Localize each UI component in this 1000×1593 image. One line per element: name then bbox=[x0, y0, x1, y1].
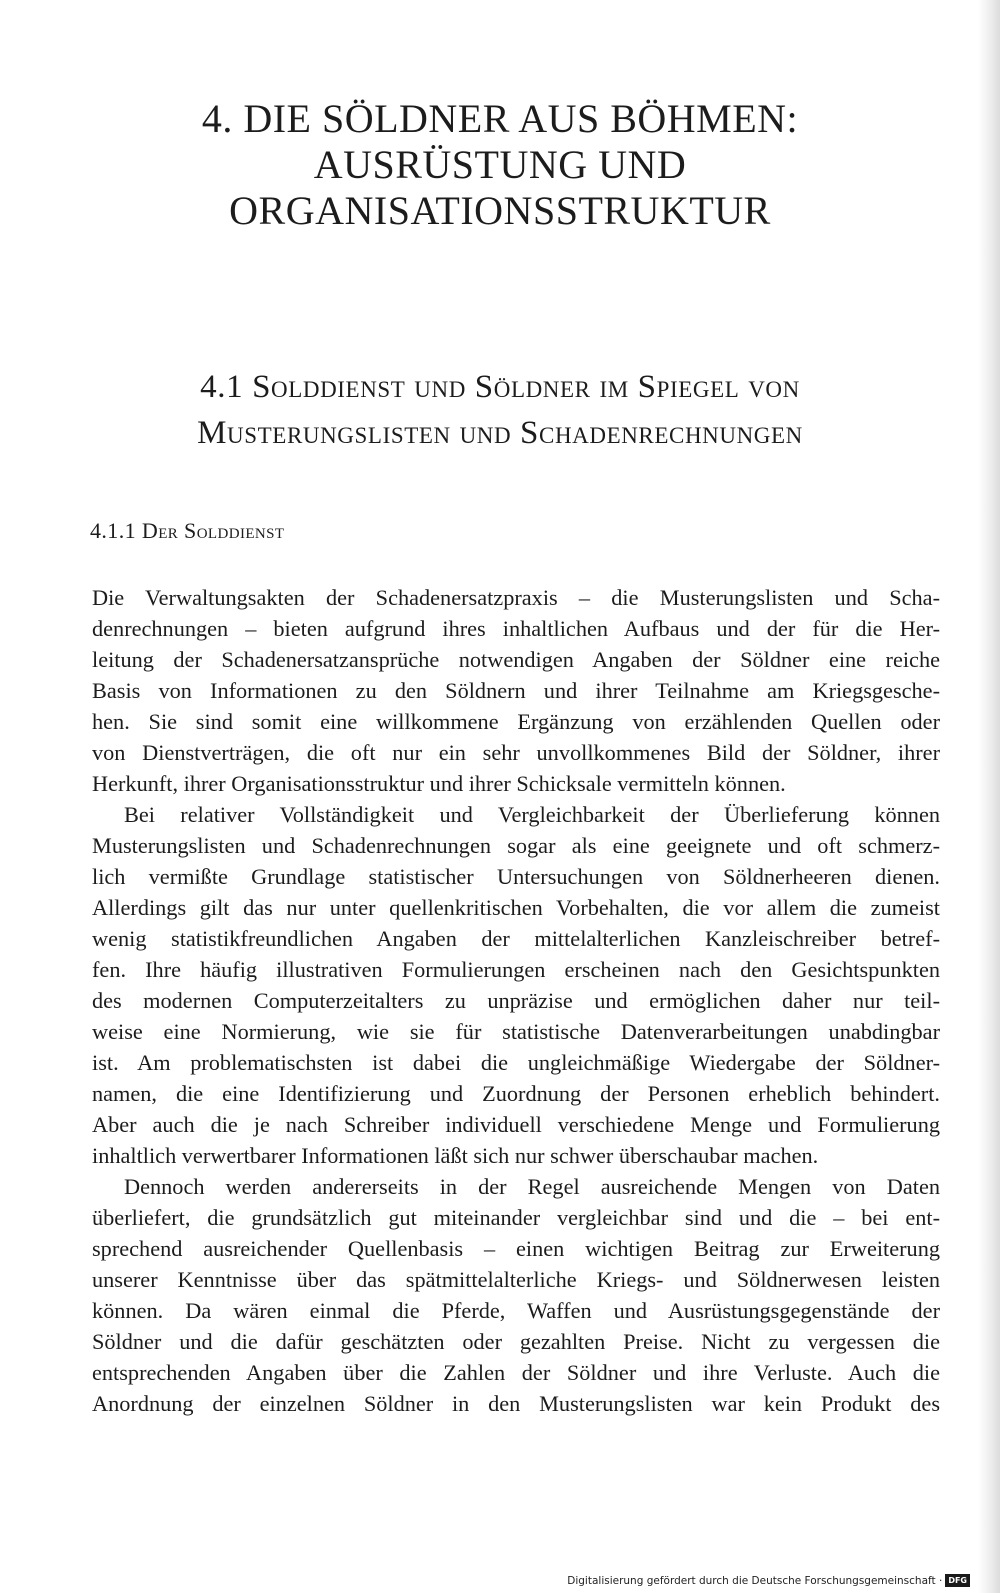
text-line: lich vermißte Grundlage statistischer Untersuchungen von Söldnerheeren dienen. bbox=[92, 864, 940, 889]
subsection-number: 4.1.1 bbox=[90, 518, 136, 543]
section-title-text-1: Solddienst und Söldner im Spiegel von bbox=[252, 369, 800, 405]
text-line: ist. Am problematischsten ist dabei die ungleichmäßige Wiedergabe der Söldner- bbox=[92, 1050, 940, 1075]
subsection-title bbox=[90, 518, 284, 544]
text-line: Die Verwaltungsakten der Schadenersatzpraxis – die Musterungslisten und Scha- bbox=[92, 585, 940, 610]
page-edge-shadow bbox=[978, 0, 1000, 1593]
section-title bbox=[0, 364, 1000, 456]
text-line: weise eine Normierung, wie sie für statistische Datenverarbeitungen unabdingbar bbox=[92, 1019, 940, 1044]
text-line: entsprechenden Angaben über die Zahlen der Söldner und ihre Verluste. Auch die bbox=[92, 1360, 940, 1385]
text-line: leitung der Schadenersatzansprüche notwendigen Angaben der Söldner eine reiche bbox=[92, 647, 940, 672]
body-text bbox=[92, 582, 940, 1419]
text-line: hen. Sie sind somit eine willkommene Ergänzung von erzählenden Quellen oder bbox=[92, 709, 940, 734]
text-line: überliefert, die grundsätzlich gut miteinander vergleichbar sind und die – bei ent- bbox=[92, 1205, 940, 1230]
text-line: namen, die eine Identifizierung und Zuordnung der Personen erheblich behindert. bbox=[92, 1081, 940, 1106]
text-line: Dennoch werden andererseits in der Regel ausreichende Mengen von Daten bbox=[124, 1174, 940, 1199]
text-line: Anordnung der einzelnen Söldner in den Musterungslisten war kein Produkt des bbox=[92, 1391, 940, 1416]
text-line: von Dienstverträgen, die oft nur ein sehr unvollkommenes Bild der Söldner, ihrer bbox=[92, 740, 940, 765]
text-line: können. Da wären einmal die Pferde, Waffen und Ausrüstungsgegenstände der bbox=[92, 1298, 940, 1323]
text-line: Musterungslisten und Schadenrechnungen sogar als eine geeignete und oft schmerz- bbox=[92, 833, 940, 858]
text-line: unserer Kenntnisse über das spätmittelalterliche Kriegs- und Söldnerwesen leisten bbox=[92, 1267, 940, 1292]
section-title-line-2: Musterungslisten und Schadenrechnungen bbox=[197, 415, 803, 451]
text-line: Basis von Informationen zu den Söldnern und ihrer Teilnahme am Kriegsgesche- bbox=[92, 678, 940, 703]
subsection-title-text: Der Solddienst bbox=[141, 518, 285, 543]
text-line: denrechnungen – bieten aufgrund ihres inhaltlichen Aufbaus und der für die Her- bbox=[92, 616, 940, 641]
chapter-title bbox=[0, 96, 1000, 234]
text-line: Aber auch die je nach Schreiber individuell verschiedene Menge und Formulierung bbox=[92, 1112, 940, 1137]
text-line: wenig statistikfreundlichen Angaben der mittelalterlichen Kanzleischreiber betref- bbox=[92, 926, 940, 951]
text-line: sprechend ausreichender Quellenbasis – einen wichtigen Beitrag zur Erweiterung bbox=[92, 1236, 940, 1261]
dfg-logo: DFG bbox=[945, 1574, 970, 1587]
section-title-line-1 bbox=[0, 364, 1000, 410]
text-line: Allerdings gilt das nur unter quellenkritischen Vorbehalten, die vor allem die zumeist bbox=[92, 895, 940, 920]
section-number: 4.1 bbox=[200, 369, 244, 405]
text-line: fen. Ihre häufig illustrativen Formulierungen erscheinen nach den Gesichtspunkten bbox=[92, 957, 940, 982]
footer-text: Digitalisierung gefördert durch die Deutsche Forschungsgemeinschaft · bbox=[567, 1574, 943, 1587]
text-line: Söldner und die dafür geschätzten oder gezahlten Preise. Nicht zu vergessen die bbox=[92, 1329, 940, 1354]
chapter-title-line-1: 4. DIE SÖLDNER AUS BÖHMEN: bbox=[201, 96, 799, 141]
text-line: Bei relativer Vollständigkeit und Vergleichbarkeit der Überlieferung können bbox=[124, 802, 940, 827]
text-line: inhaltlich verwertbarer Informationen läßt sich nur schwer überschaubar machen. bbox=[92, 1143, 819, 1168]
text-line: Herkunft, ihrer Organisationsstruktur und ihrer Schicksale vermitteln können. bbox=[92, 771, 786, 796]
digitization-footer bbox=[567, 1574, 970, 1587]
text-line: des modernen Computerzeitalters zu unpräzise und ermöglichen daher nur teil- bbox=[92, 988, 940, 1013]
chapter-title-line-2: AUSRÜSTUNG UND bbox=[313, 142, 687, 187]
chapter-title-line-3: ORGANISATIONSSTRUKTUR bbox=[229, 188, 771, 233]
